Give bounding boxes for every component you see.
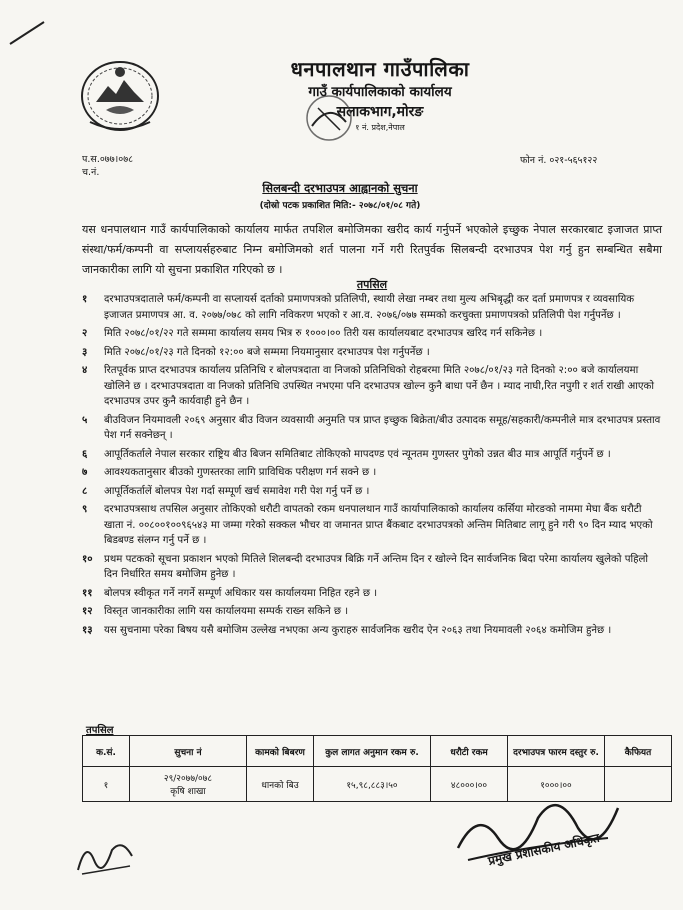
term-text: दरभाउपत्रसाथ तपसिल अनुसार तोकिएको धरौटी वापतको रकम धनपालथान गाउँ कार्यापालिकाको कार्यालय कर्सिया मोरङको नाममा मेघा बैंक धरौटी खाता नं. ००८००१००९६५४३ मा जम्मा गरेको सक्कल भौचर वा जमानत प्राप्त बैंकबाट दरभाउपत्रको अन्तिम मितिबाट लागू हुने गरी ९० दिन म्याद भएको बिडबण्ड संलग्न गर्नु पर्ने छ । (104, 504, 653, 546)
phone-number: फोन नं. ०२१-५६५१२२ (520, 155, 598, 166)
term-item (82, 586, 662, 602)
term-item (82, 623, 662, 639)
term-number: ३ (82, 346, 88, 358)
term-item (82, 345, 662, 361)
term-text: बोलपत्र स्वीकृत गर्ने नगर्ने सम्पूर्ण अधिकार यस कार्यालयमा निहित रहने छ । (104, 587, 378, 599)
term-item (82, 326, 662, 342)
term-text: प्रथम पटकको सूचना प्रकाशन भएको मितिले शिलबन्दी दरभाउपत्र बिक्रि गर्ने अन्तिम दिन र खोल्ने दिन सार्वजनिक बिदा परेमा कार्यालय खुलेको पहिलो दिन निर्धारित समय बमोजिम हुनेछ । (104, 553, 649, 580)
term-item (82, 465, 662, 481)
term-number: १३ (82, 624, 93, 636)
intro-paragraph: यस धनपालथान गाउँ कार्यपालिकाको कार्यालय मार्फत तपशिल बमोजिमका खरीद कार्य गर्नुपर्ने भएकोले इच्छुक नेपाल सरकारबाट इजाजत प्राप्त संस्था/फर्म/कम्पनी वा सप्लायर्सहरुबाट निम्न बमोजिमको शर्त पालना गर्ने गरी रितपुर्वक सिलबन्दी दरभाउपत्र पेश गर्नु हुन सम्बन्धित सबैमा जानकारीका लागि यो सुचना प्रकाशित गरिएको छ । (82, 223, 662, 276)
term-item (82, 604, 662, 620)
initials-scribble (72, 830, 142, 880)
cell-deposit: ४८०००।०० (431, 767, 508, 802)
term-item (82, 292, 662, 323)
table-header-row (83, 736, 672, 767)
term-text: बीउविजन नियमावली २०६९ अनुसार बीउ विजन व्यवसायी अनुमति पत्र प्राप्त इच्छुक बिक्रेता/बीउ उत्पादक समूह/सहकारी/कम्पनीले मात्र दरभाउपत्र प्रस्ताव पेश गर्न सक्नेछन् । (104, 414, 661, 441)
term-item (82, 484, 662, 500)
office-name: धनपालथान गाउँपालिका (290, 57, 470, 81)
column-header: कामको बिबरण (247, 736, 314, 767)
term-number: २ (82, 328, 88, 339)
column-header: सुचना नं (130, 736, 247, 767)
term-item (82, 552, 662, 583)
term-text: मिति २०७८/०१/२३ गते दिनको १२:०० बजे सम्ममा नियमानुसार दरभाउपत्र पेश गर्नुपर्नेछ । (104, 346, 430, 358)
column-header: कुल लागत अनुमान रकम रु. (314, 736, 431, 767)
term-number: ४ (82, 365, 88, 376)
term-number: १० (82, 553, 93, 565)
term-text: यस सुचनामा परेका बिषय यसै बमोजिम उल्लेख नभएका अन्य कुराहरु सार्वजनिक खरीद ऐन २०६३ तथा नियमावली २०६४ कमोजिम हुनेछ । (104, 624, 612, 636)
term-number: १२ (82, 606, 93, 617)
term-text: आपूर्तिकर्ताले नेपाल सरकार राष्ट्रिय बीउ बिजन समितिबाट तोकिएको मापदण्ड एवं न्यूनतम गुणस्तर पुगेको उन्नत बीउ मात्र आपूर्ति गर्नुपर्ने छ । (104, 448, 611, 460)
term-number: ९ (82, 504, 88, 515)
office-stamp (300, 92, 358, 144)
column-header: धरौटी रकम (431, 736, 508, 767)
term-number: ८ (82, 485, 88, 497)
office-location: सलाकभाग,मोरङ (336, 104, 424, 120)
term-text: दरभाउपत्रदाताले फर्म/कम्पनी वा सप्लायर्स दर्ताको प्रमाणपत्रको प्रतिलिपी, स्थायी लेखा नम्बर तथा मुल्य अभिबृद्धी कर दर्ता प्रमाणपत्र र व्यवसायिक इजाजत प्रमाणपत्र आ. व. २०७७/०७८ को लागि नविकरण भएको र आ.व. २०७६/०७७ सम्मको करचुक्ता प्रमाणपत्रको प्रतिलिपी पेश गर्नुपर्नेछ । (104, 294, 635, 321)
term-text: रितपूर्वक प्राप्त दरभाउपत्र कार्यालय प्रतिनिधि र बोलपत्रदाता वा निजको प्रतिनिधिको रोहबरमा मिति २०७८/०१/२३ गते दिनको २:०० बजे कार्यालयमा खोलिने छ । दरभाउपत्रदाता वा निजको प्रतिनिधि उपस्थित नभएमा पनि दरभाउपत्र खोल्न कुनै बाधा पर्ने छैन । म्याद नाघी,रित नपुगी र शर्त राखी आएको दरभाउपत्र उपर कुनै कार्यवाही हुने छैन । (104, 365, 655, 407)
signature-mark (448, 788, 648, 888)
dispatch-number: च.नं. (82, 167, 100, 178)
nepal-emblem-logo (76, 52, 164, 136)
term-item (82, 413, 662, 444)
term-number: ५ (82, 414, 88, 426)
notice-subtitle: (दोस्रो पटक प्रकाशित मिति:- २०७८/०१/०८ गते) (259, 201, 421, 211)
scan-mark (8, 18, 48, 48)
term-text: मिति २०७८/०१/२२ गते सम्ममा कार्यालय समय भित्र रु १०००।०० तिरी यस कार्यालयबाट दरभाउपत्र खरिद गर्न सकिनेछ । (104, 328, 543, 339)
office-province: १ नं. प्रदेश,नेपाल (355, 123, 405, 132)
schedule-label: तपसिल (86, 725, 114, 736)
column-header: कैफियत (605, 736, 672, 767)
term-number: ७ (82, 467, 88, 478)
term-text: आपूर्तिकर्तालें बोलपत्र पेश गर्दा सम्पूर्ण खर्च समावेश गरी पेश गर्नु पर्ने छ । (104, 485, 370, 497)
cell-notice-dept: कृषि शाखा (170, 787, 206, 797)
term-number: १ (82, 294, 88, 305)
term-text: विस्तृत जानकारीका लागि यस कार्यालयमा सम्पर्क राख्न सकिने छ । (104, 606, 349, 617)
reference-block (82, 153, 133, 179)
signatory-title: प्रमुख प्रशासकीय अधिकृत (486, 830, 601, 869)
notice-title: सिलबन्दी दरभाउपत्र आह्वानको सुचना (262, 181, 418, 195)
office-header (180, 56, 580, 134)
cell-notice-number: २९/२०७७/०७८ (163, 774, 213, 784)
office-subtitle: गाउँ कार्यपालिकाको कार्यालय (308, 84, 452, 100)
term-text: आवश्यकतानुसार बीउको गुणस्तरका लागि प्राविधिक परीक्षण गर्न सक्ने छ । (104, 467, 377, 478)
column-header: क.सं. (83, 736, 130, 767)
section-heading: तपसिल (356, 278, 388, 291)
terms-list (82, 292, 662, 641)
term-number: ६ (82, 448, 88, 460)
cell-notice (130, 767, 247, 802)
cell-description: धानको बिउ (247, 767, 314, 802)
cell-serial: १ (83, 767, 130, 802)
reference-number: प.स.०७७।०७८ (82, 154, 134, 165)
cell-cost: १५,९८,८८३।५० (314, 767, 431, 802)
term-item (82, 363, 662, 410)
column-header: दरभाउपत्र फारम दस्तुर रु. (508, 736, 605, 767)
term-number: ११ (82, 587, 93, 599)
term-item (82, 447, 662, 463)
term-item (82, 502, 662, 549)
cell-fee: १०००।०० (508, 767, 605, 802)
